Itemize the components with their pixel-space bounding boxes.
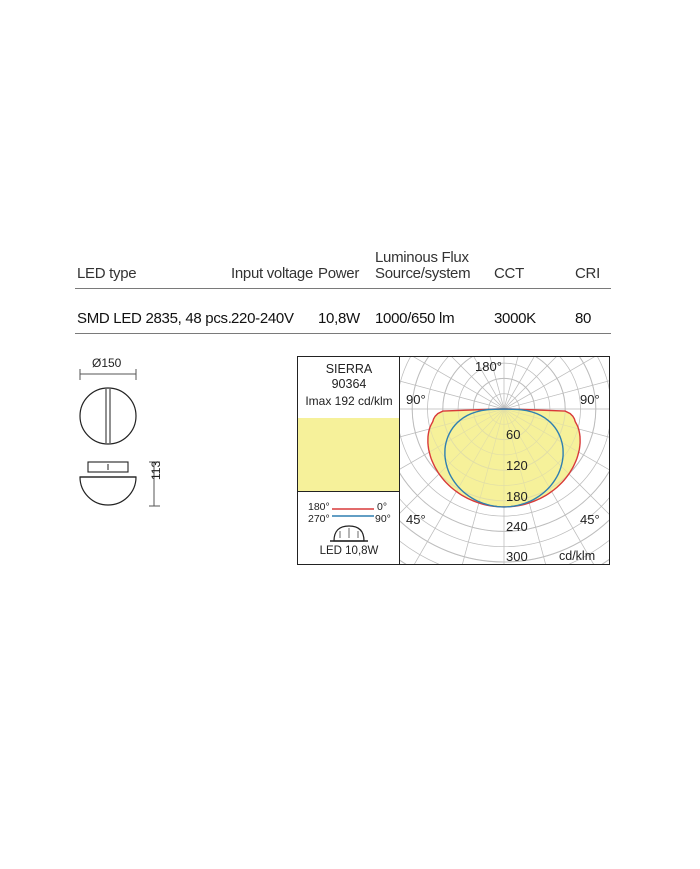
header-luminous-flux: Luminous Flux bbox=[375, 249, 469, 266]
ring-label-180: 180 bbox=[506, 489, 528, 504]
header-cct: CCT bbox=[494, 265, 524, 282]
header-source-system: Source/system bbox=[375, 265, 471, 282]
ring-label-60: 60 bbox=[506, 427, 521, 442]
product-name: SIERRA bbox=[325, 362, 373, 376]
header-cri: CRI bbox=[575, 265, 600, 282]
angle-top-label: 180° bbox=[475, 359, 502, 374]
legend-curve-swatches bbox=[332, 506, 374, 520]
legend-0: 0° bbox=[377, 501, 388, 513]
unit-label: cd/klm bbox=[559, 549, 596, 563]
imax-label: Imax 192 cd/klm bbox=[305, 394, 393, 408]
table-rule-bottom bbox=[75, 333, 611, 334]
ring-label-240: 240 bbox=[506, 519, 528, 534]
ring-label-300: 300 bbox=[506, 549, 528, 564]
angle-left-45-label: 45° bbox=[406, 512, 426, 527]
header-led-type: LED type bbox=[77, 265, 137, 282]
led-lamp-icon bbox=[328, 523, 370, 545]
ring-label-120: 120 bbox=[506, 458, 528, 473]
photometric-info bbox=[298, 357, 400, 564]
polar-diagram bbox=[400, 357, 609, 564]
angle-left-90-label: 90° bbox=[406, 392, 426, 407]
table-rule-top bbox=[75, 288, 611, 289]
header-input-voltage: Input voltage bbox=[231, 265, 313, 282]
value-input-voltage: 220-240V bbox=[231, 310, 294, 327]
product-dimension-drawing bbox=[70, 368, 180, 518]
photometric-panel bbox=[297, 356, 610, 565]
angle-right-90-label: 90° bbox=[580, 392, 600, 407]
dimension-height: 113 bbox=[149, 460, 163, 480]
angle-right-45-label: 45° bbox=[580, 512, 600, 527]
value-cri: 80 bbox=[575, 310, 592, 327]
legend-90: 90° bbox=[375, 513, 391, 525]
legend-divider bbox=[298, 491, 399, 492]
dimension-diameter: Ø150 bbox=[92, 356, 122, 370]
value-led-type: SMD LED 2835, 48 pcs. bbox=[77, 310, 232, 327]
led-label: LED 10,8W bbox=[319, 545, 379, 557]
legend-270: 270° bbox=[308, 513, 330, 525]
value-power: 10,8W bbox=[318, 310, 360, 327]
product-code: 90364 bbox=[331, 377, 367, 391]
value-cct: 3000K bbox=[494, 310, 536, 327]
color-swatch bbox=[298, 418, 399, 491]
header-power: Power bbox=[318, 265, 360, 282]
value-luminous-flux: 1000/650 lm bbox=[375, 310, 455, 327]
legend-180: 180° bbox=[308, 501, 330, 513]
